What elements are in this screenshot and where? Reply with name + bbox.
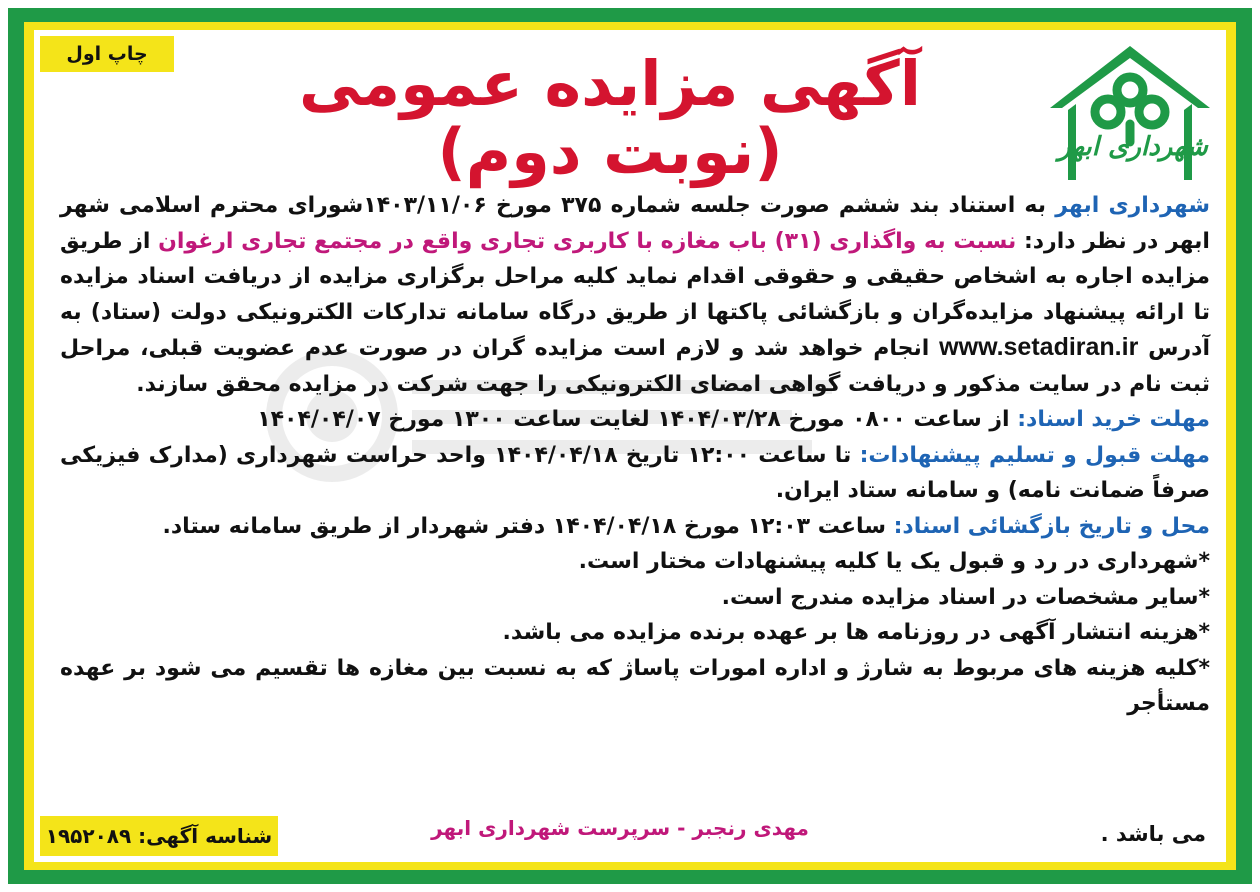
opening-info-label: محل و تاریخ بازگشائی اسناد:	[893, 513, 1210, 539]
purchase-deadline-label: مهلت خرید اسناد:	[1017, 407, 1210, 432]
intro-text-3: انجام خواهد شد و لازم است مزایده گران در صورت عدم عضویت قبلی، مراحل ثبت نام در سایت مذکور و دریافت گواهی امضای الکترونیکی را جهت شرکت در مزایده محقق سازند.	[60, 336, 1210, 397]
municipality-house-logo-icon	[1040, 38, 1220, 188]
closing-text: می باشد .	[1100, 822, 1206, 846]
organization-name: شهرداری ابهر	[1055, 193, 1210, 218]
note-item: *هزینه انتشار آگهی در روزنامه ها بر عهده برنده مزایده می باشد.	[502, 620, 1210, 645]
note-item: *کلیه هزینه های مربوط به شارژ و اداره امورات پاساژ که به نسبت بین مغازه ها تقسیم می شود بر عهده مستأجر	[60, 655, 1210, 716]
submission-deadline	[60, 438, 1210, 509]
page-title: آگهی مزایده عمومی (نوبت دوم)	[299, 47, 921, 189]
advertisement-body	[60, 188, 1210, 722]
logo-caption: شهرداری ابهر	[1058, 132, 1208, 162]
opening-info	[60, 509, 1210, 545]
purchase-deadline	[60, 402, 1210, 438]
signature: مهدی رنجبر - سرپرست شهرداری ابهر	[431, 816, 809, 840]
intro-paragraph	[60, 188, 1210, 402]
purchase-deadline-text: از ساعت ۰۸۰۰ مورخ ۱۴۰۴/۰۳/۲۸ لغایت ساعت ۱۳۰۰ مورخ ۱۴۰۴/۰۴/۰۷	[257, 407, 1018, 432]
ad-id-badge: شناسه آگهی: ۱۹۵۲۰۸۹	[40, 816, 278, 856]
intro-highlight: نسبت به واگذاری (۳۱) باب مغازه با کاربری تجاری واقع در مجتمع تجاری ارغوان	[158, 228, 1017, 254]
print-edition-badge: چاپ اول	[40, 36, 174, 72]
intro-text-2: از طریق مزایده اجاره به اشخاص حقیقی و حقوقی اقدام نماید کلیه مراحل برگزاری مزایده از دریافت اسناد مزایده تا ارائه پیشنهاد مزایده‌گران و بازگشائی پاکتها از طریق درگاه سامانه تدارکات الکترونیکی دولت (ستاد) به آدرس	[60, 228, 1211, 361]
intro-text-1: به استناد بند ششم صورت جلسه شماره ۳۷۵ مورخ ۱۴۰۳/۱۱/۰۶شورای محترم اسلامی شهر ابهر در نظر دارد:	[60, 193, 1210, 254]
opening-info-text: ساعت ۱۲:۰۳ مورخ ۱۴۰۴/۰۴/۱۸ دفتر شهردار از طریق سامانه ستاد.	[162, 513, 894, 539]
note-item: *سایر مشخصات در اسناد مزایده مندرج است.	[721, 584, 1210, 610]
submission-deadline-text: تا ساعت ۱۲:۰۰ تاریخ ۱۴۰۴/۰۴/۱۸ واحد حراست شهرداری (مدارک فیزیکی صرفاً ضمانت نامه) و سامانه ستاد ایران.	[60, 442, 1210, 503]
submission-deadline-label: مهلت قبول و تسلیم پیشنهادات:	[859, 442, 1211, 468]
setad-url-link[interactable]: www.setadiran.ir	[939, 333, 1139, 361]
note-item: *شهرداری در رد و قبول یک یا کلیه پیشنهادات مختار است.	[578, 549, 1210, 574]
